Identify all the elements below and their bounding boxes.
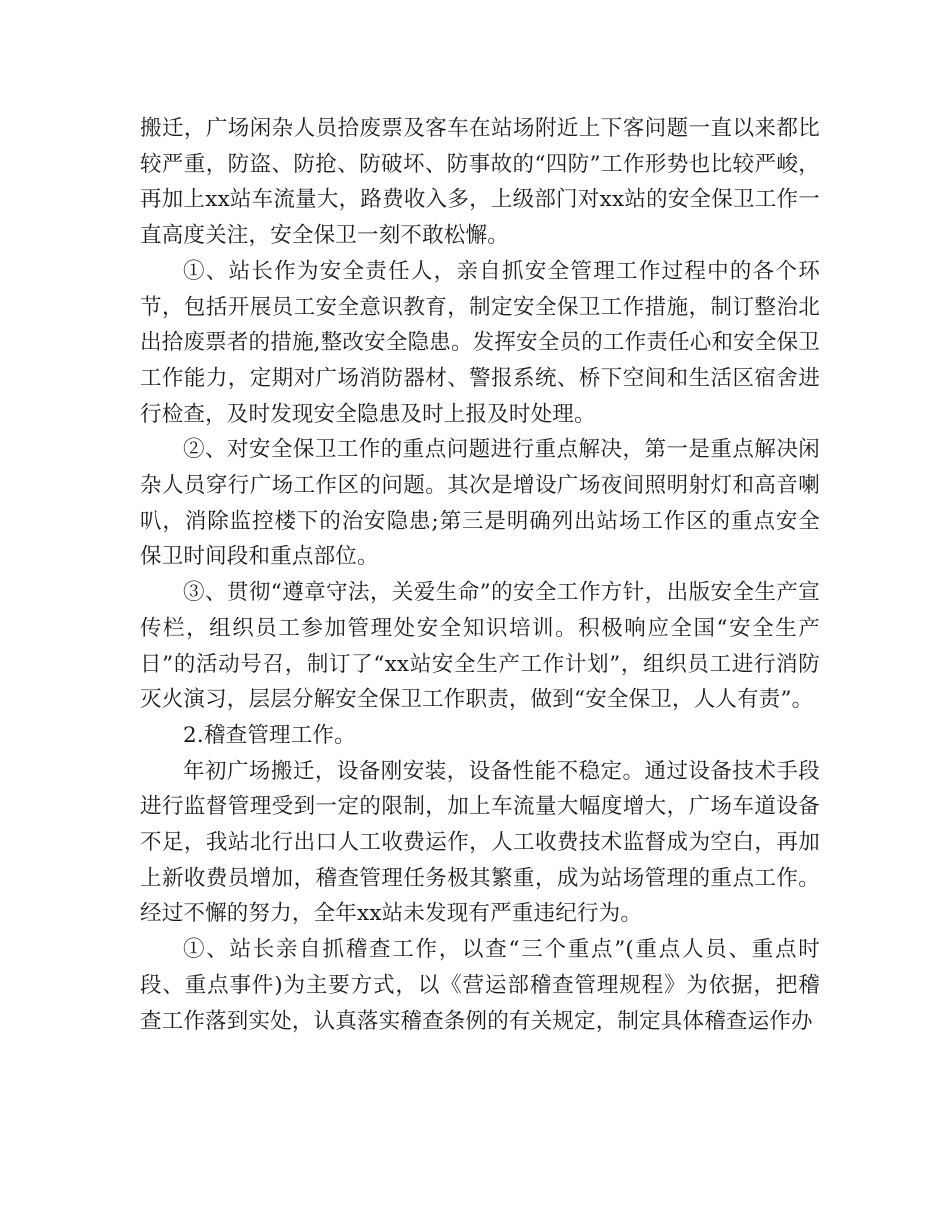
paragraph-inspection-intro: 年初广场搬迁，设备刚安装，设备性能不稳定。通过设备技术手段进行监督管理受到一定的限制，加上车流量大幅度增大，广场车道设备不足，我站北行出口人工收费运作，人工收费技术监督成为空白，再加上新收费员增加，稽查管理任务极其繁重，成为站场管理的重点工作。经过不懈的努力，全年xx站未发现有严重违纪行为。	[140, 758, 820, 927]
paragraph-continuation: 搬迁，广场闲杂人员拾废票及客车在站场附近上下客问题一直以来都比较严重，防盗、防抢、防破坏、防事故的“四防”工作形势也比较严峻，再加上xx站车流量大，路费收入多，上级部门对xx站的安全保卫工作一直高度关注，安全保卫一刻不敢松懈。	[140, 116, 820, 249]
paragraph-safety-item-1: ①、站长作为安全责任人，亲自抓安全管理工作过程中的各个环节，包括开展员工安全意识教育，制定安全保卫工作措施，制订整治北出拾废票者的措施,整改安全隐患。发挥安全员的工作责任心和安全保卫工作能力，定期对广场消防器材、警报系统、桥下空间和生活区宿舍进行检查，及时发现安全隐患及时上报及时处理。	[140, 258, 820, 427]
paragraph-safety-item-3: ③、贯彻“遵章守法，关爱生命”的安全工作方针，出版安全生产宣传栏，组织员工参加管理处安全知识培训。积极响应全国“安全生产日”的活动号召，制订了“xx站安全生产工作计划”，组织员工进行消防灭火演习，层层分解安全保卫工作职责，做到“安全保卫，人人有责”。	[140, 580, 820, 713]
document-body	[140, 111, 820, 1039]
paragraph-inspection-item-1: ①、站长亲自抓稽查工作，以查“三个重点”(重点人员、重点时段、重点事件)为主要方式，以《营运部稽查管理规程》为依据，把稽查工作落到实处，认真落实稽查条例的有关规定，制定具体稽查运作办	[140, 937, 820, 1034]
section-heading-inspection: 2.稽查管理工作。	[183, 722, 356, 748]
paragraph-safety-item-2: ②、对安全保卫工作的重点问题进行重点解决，第一是重点解决闲杂人员穿行广场工作区的问题。其次是增设广场夜间照明射灯和高音喇叭，消除监控楼下的治安隐患;第三是明确列出站场工作区的重点安全保卫时间段和重点部位。	[140, 437, 820, 570]
